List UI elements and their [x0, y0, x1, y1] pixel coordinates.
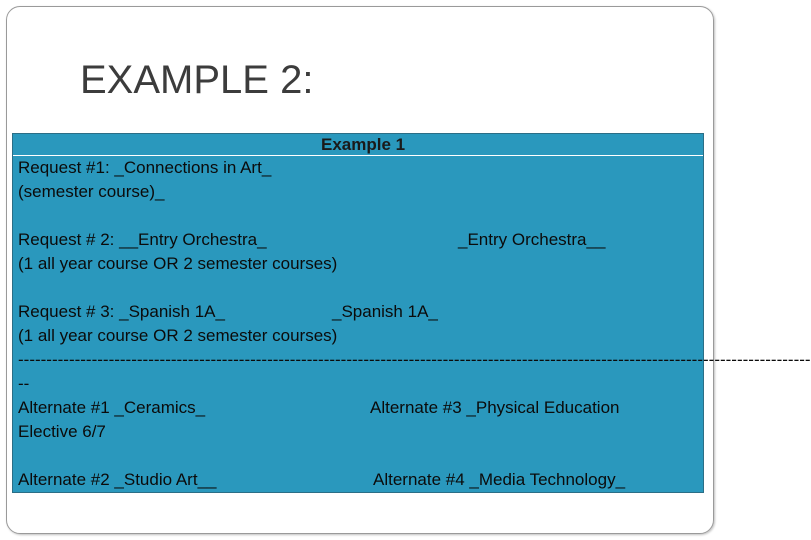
alternate4-label: Alternate #4 _Media Technology_ — [373, 470, 626, 489]
request3-label: Request # 3: _Spanish 1A_ — [18, 302, 225, 321]
table-header: Example 1 — [321, 135, 406, 154]
course-request-table — [12, 133, 811, 493]
request2-label: Request # 2: __Entry Orchestra_ — [18, 230, 267, 249]
request2-entry: _Entry Orchestra__ — [458, 230, 606, 249]
divider-line: -------------------------------------------------------------------------------------------------------------------------------------------- — [18, 350, 811, 369]
divider-wrap: -- — [18, 374, 30, 393]
request3-note: (1 all year course OR 2 semester courses) — [18, 326, 338, 345]
table-header-row — [13, 134, 703, 156]
request1-note: (semester course)_ — [18, 182, 165, 201]
alternate1-label: Alternate #1 _Ceramics_ — [18, 398, 206, 417]
alternate2-label: Alternate #2 _Studio Art__ — [18, 470, 217, 489]
request3-entry: _Spanish 1A_ — [332, 302, 438, 321]
alternate3-label: Alternate #3 _Physical Education — [370, 398, 620, 417]
alternate1-note: Elective 6/7 — [18, 422, 106, 441]
request2-note: (1 all year course OR 2 semester courses) — [18, 254, 338, 273]
slide-title: EXAMPLE 2: — [80, 58, 314, 102]
request1-label: Request #1: _Connections in Art_ — [18, 158, 272, 177]
